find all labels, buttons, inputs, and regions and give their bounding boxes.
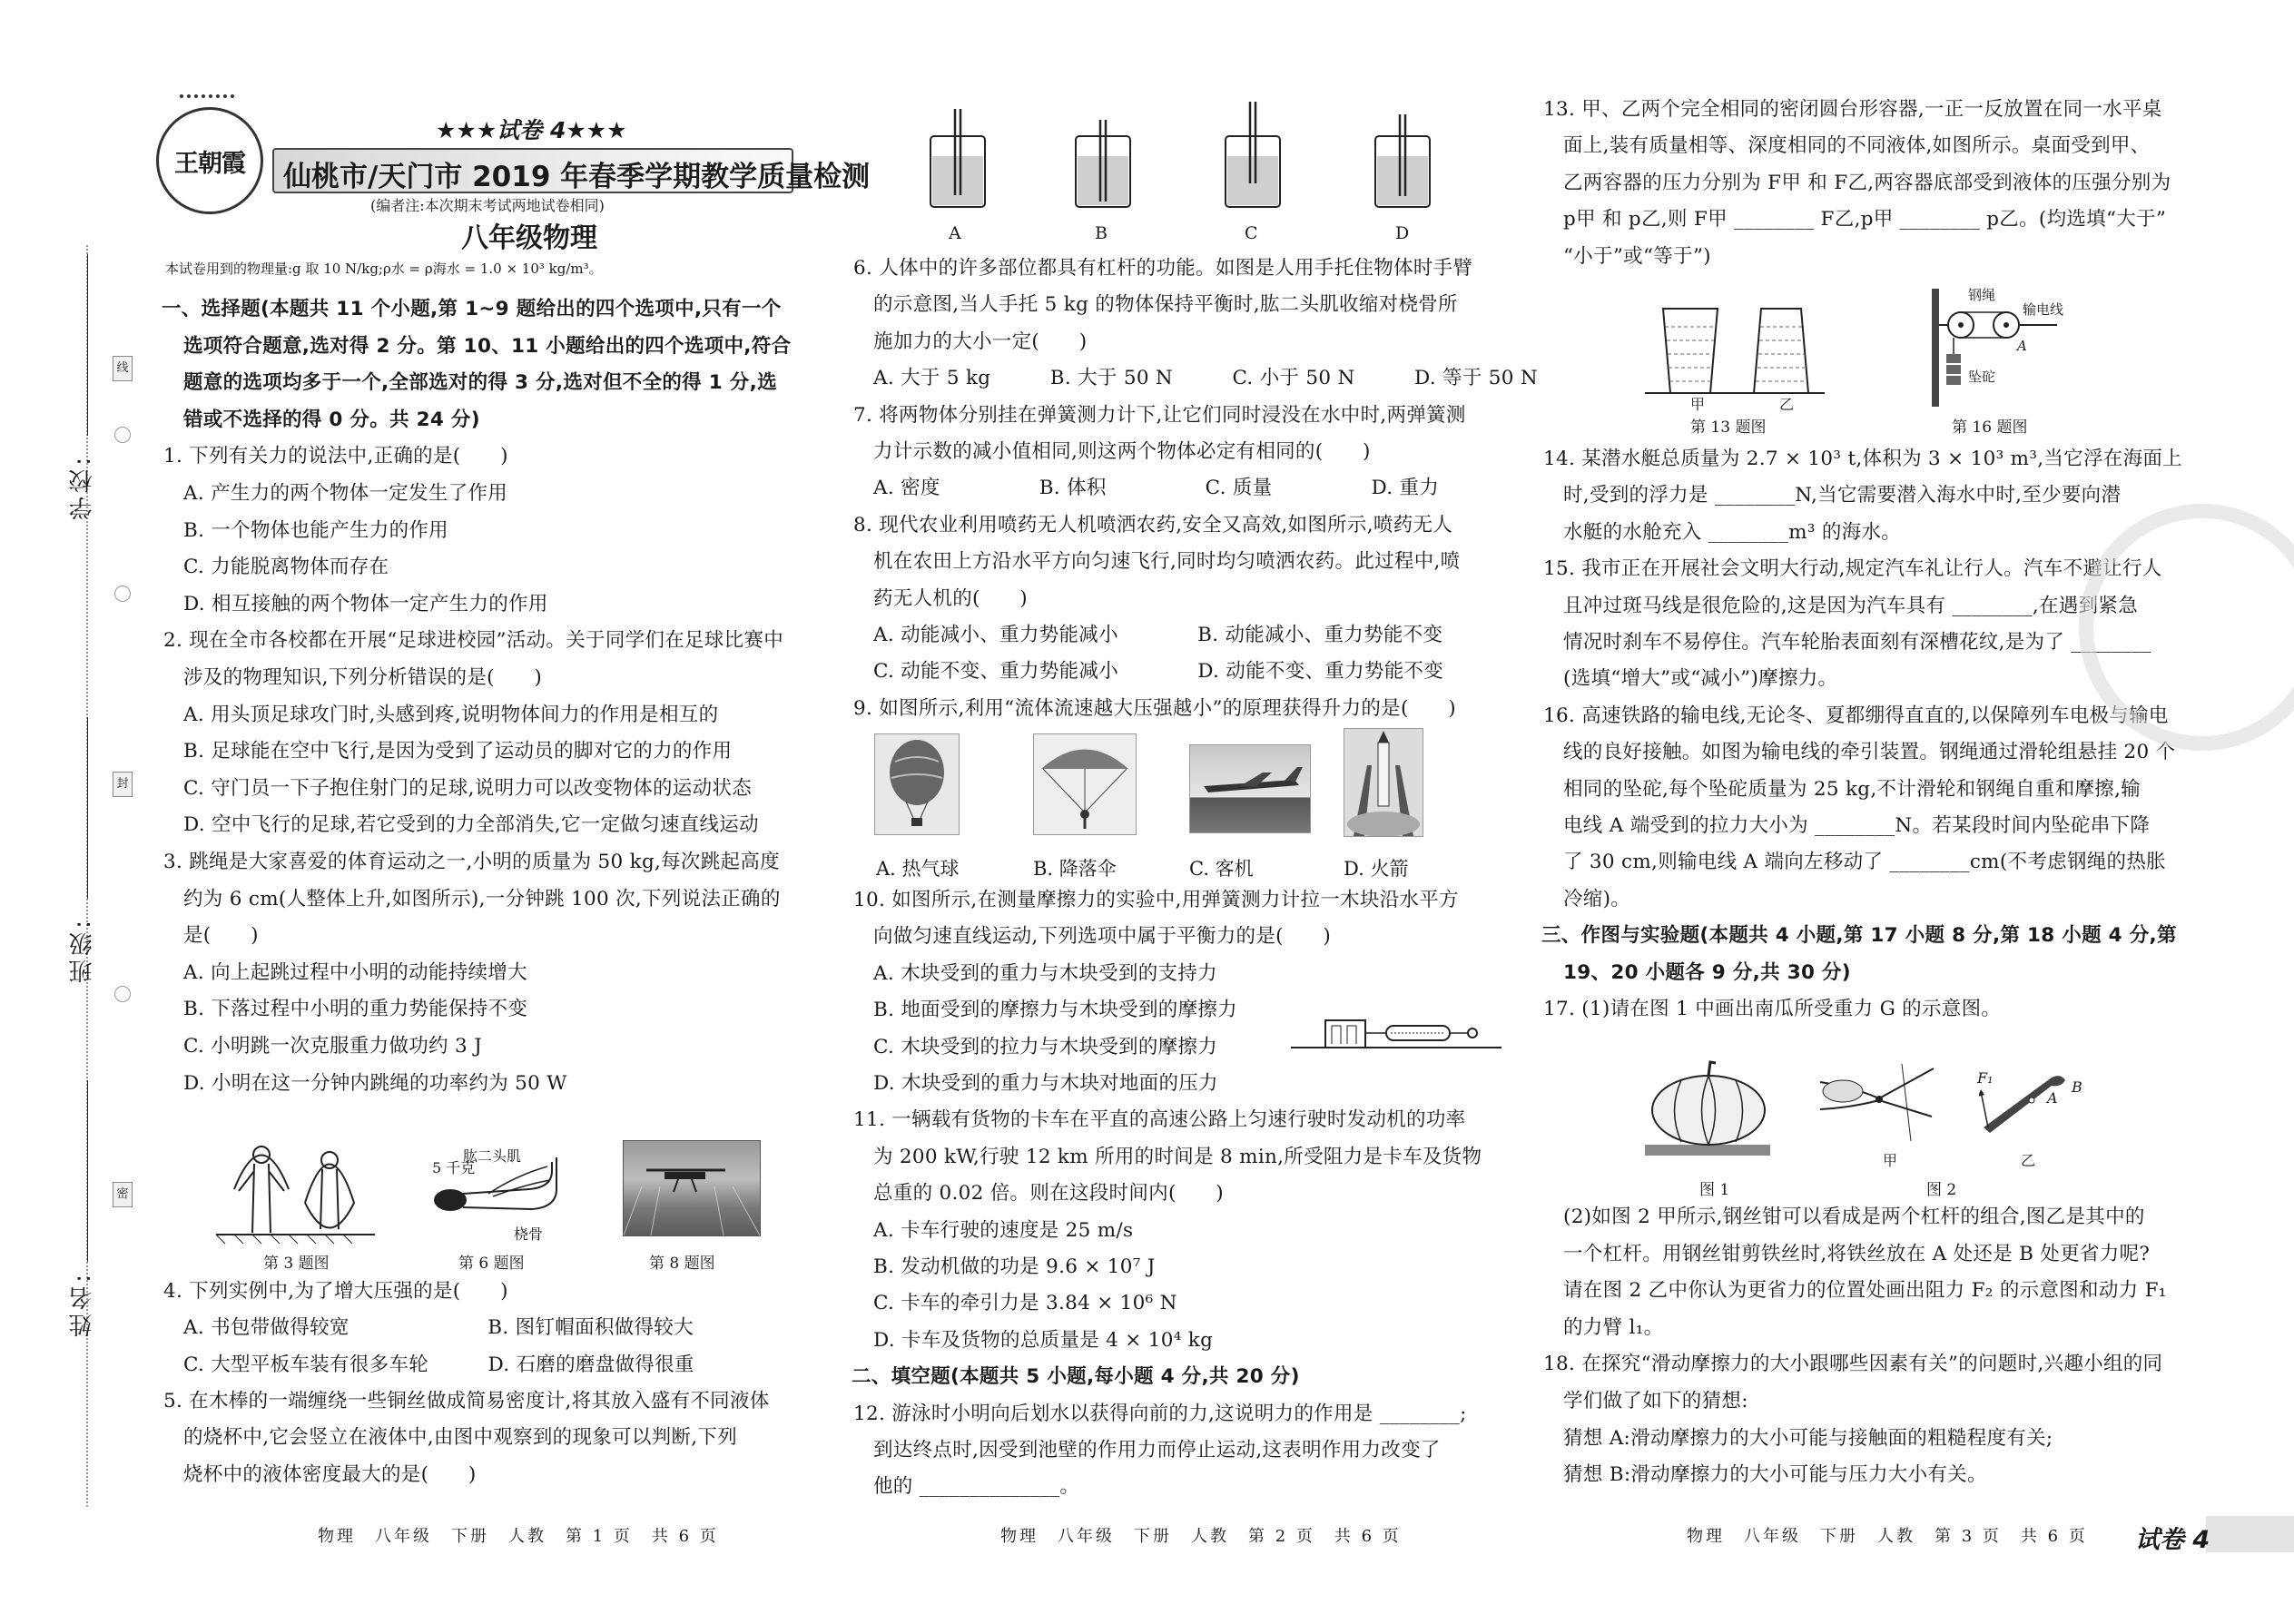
q9-option-c: C. 客机 bbox=[1189, 858, 1254, 880]
q9-option-a: A. 热气球 bbox=[876, 858, 960, 880]
beaker-label-d: D bbox=[1395, 223, 1410, 243]
figure-q17-lever bbox=[1979, 1064, 2079, 1137]
caption-q17-fig2: 图 2 bbox=[1926, 1181, 1957, 1199]
text-line: 烧杯中的液体密度最大的是( ) bbox=[183, 1462, 477, 1486]
photo-airliner bbox=[1189, 744, 1311, 833]
text-line: A. 书包带做得较宽 B. 图钉帽面积做得较大 bbox=[183, 1316, 694, 1340]
class-field[interactable] bbox=[87, 717, 90, 899]
brand-logo-text: 王朝霞 bbox=[174, 149, 245, 178]
text-line: 8. 现代农业利用喷药无人机喷洒农药,安全又高效,如图所示,喷药无人 bbox=[853, 513, 1453, 536]
text-line: 一、选择题(本题共 11 个小题,第 1~9 题给出的四个选项中,只有一个 bbox=[162, 298, 782, 320]
text-line: 猜想 A:滑动摩擦力的大小可能与接触面的粗糙程度有关; bbox=[1563, 1426, 2053, 1450]
text-line: 12. 游泳时小明向后划水以获得向前的力,这说明力的作用是 ________; bbox=[853, 1402, 1467, 1425]
text-line: D. 空中飞行的足球,若它受到的力全部消失,它一定做匀速直线运动 bbox=[183, 813, 759, 837]
text-line: A. 密度 B. 体积 C. 质量 D. 重力 bbox=[873, 477, 1440, 500]
text-line: 5. 在木棒的一端缠绕一些铜丝做成简易密度计,将其放入盛有不同液体 bbox=[163, 1389, 770, 1412]
text-line: 到达终点时,因受到池壁的作用力而停止运动,这表明作用力改变了 bbox=[873, 1439, 1441, 1462]
q6-mass-label: 5 千克 bbox=[432, 1159, 476, 1176]
q16-weight-label: 坠砣 bbox=[1968, 369, 1996, 385]
figure-q17-pumpkin bbox=[1645, 1058, 1772, 1157]
text-line: 力计示数的减小值相同,则这两个物体必定有相同的( ) bbox=[873, 440, 1371, 463]
text-line: A. 向上起跳过程中小明的动能持续增大 bbox=[183, 960, 527, 984]
text-line: 4. 下列实例中,为了增大压强的是( ) bbox=[163, 1280, 508, 1303]
text-line: B. 发动机做的功是 9.6 × 10⁷ J bbox=[873, 1255, 1156, 1278]
text-line: 三、作图与实验题(本题共 4 小题,第 17 小题 8 分,第 18 小题 4 分,第 bbox=[1541, 924, 2177, 948]
text-line: 猜想 B:滑动摩擦力的大小可能与压力大小有关。 bbox=[1563, 1463, 1987, 1487]
page-footer-2: 物理 八年级 下册 人教 第 2 页 共 6 页 bbox=[1000, 1527, 1402, 1546]
text-line: 施加力的大小一定( ) bbox=[873, 330, 1088, 353]
text-line: C. 动能不变、重力势能减小 D. 动能不变、重力势能不变 bbox=[873, 660, 1444, 684]
caption-q8: 第 8 题图 bbox=[649, 1255, 715, 1273]
text-line: 14. 某潜水艇总质量为 2.7 × 10³ t,体积为 3 × 10³ m³,当它浮在海面上 bbox=[1543, 448, 2182, 470]
text-line: 的烧杯中,它会竖立在液体中,由图中观察到的现象可以判断,下列 bbox=[183, 1426, 738, 1450]
q17-label-jia: 甲 bbox=[1883, 1152, 1898, 1169]
text-line: 请在图 2 乙中你认为更省力的位置处画出阻力 F₂ 的示意图和动力 F₁ bbox=[1563, 1279, 2167, 1303]
text-line: 题意的选项均多于一个,全部选对的得 3 分,选对但不全的得 1 分,选 bbox=[183, 371, 777, 395]
text-line: B. 下落过程中小明的重力势能保持不变 bbox=[183, 998, 528, 1021]
text-line: 二、填空题(本题共 5 小题,每小题 4 分,共 20 分) bbox=[852, 1365, 1300, 1389]
text-line: 9. 如图所示,利用“流体流速越大压强越小”的原理获得升力的是( ) bbox=[853, 696, 1456, 720]
text-line: 7. 将两物体分别挂在弹簧测力计下,让它们同时浸没在水中时,两弹簧测 bbox=[853, 403, 1466, 427]
q16-a-label: A bbox=[2017, 338, 2027, 354]
q17-b-label: B bbox=[2072, 1078, 2082, 1096]
text-line: 3. 跳绳是大家喜爱的体育运动之一,小明的质量为 50 kg,每次跳起高度 bbox=[163, 851, 780, 873]
text-line: 13. 甲、乙两个完全相同的密闭圆台形容器,一正一反放置在同一水平桌 bbox=[1543, 98, 2162, 121]
page-footer-3: 物理 八年级 下册 人教 第 3 页 共 6 页 bbox=[1687, 1527, 2088, 1546]
caption-q16: 第 16 题图 bbox=[1952, 418, 2028, 437]
text-line: 学们做了如下的猜想: bbox=[1563, 1390, 1748, 1412]
footer-badge-bar bbox=[2206, 1516, 2294, 1552]
figure-q13-containers bbox=[1645, 300, 1826, 399]
beaker-label-b: B bbox=[1095, 223, 1108, 243]
caption-q3: 第 3 题图 bbox=[263, 1255, 330, 1273]
caption-q13: 第 13 题图 bbox=[1690, 418, 1767, 437]
footer-badge: 试卷 4 bbox=[2135, 1526, 2210, 1554]
figure-q17-pliers bbox=[1816, 1064, 1938, 1146]
q17-a-label: A bbox=[2047, 1089, 2058, 1107]
text-line: 面上,装有质量相等、深度相同的不同液体,如图所示。桌面受到甲、 bbox=[1563, 134, 2151, 158]
text-line: 1. 下列有关力的说法中,正确的是( ) bbox=[163, 445, 508, 468]
editor-note: (编者注:本次期末考试两地试卷相同) bbox=[370, 197, 605, 214]
text-line: 线的良好接触。如图为输电线的牵引装置。钢绳通过滑轮组悬挂 20 个 bbox=[1563, 741, 2176, 764]
beaker-label-c: C bbox=[1245, 223, 1258, 243]
text-line: 情况时刹车不易停住。汽车轮胎表面刻有深槽花纹,是为了 ________ bbox=[1563, 631, 2151, 654]
text-line: 总重的 0.02 倍。则在这段时间内( ) bbox=[873, 1182, 1224, 1206]
margin-circle bbox=[114, 586, 131, 602]
text-line: 是( ) bbox=[183, 924, 259, 948]
text-line: 且冲过斑马线是很危险的,这是因为汽车具有 ________,在遇到紧急 bbox=[1563, 594, 2139, 617]
text-line: “小于”或“等于”) bbox=[1563, 244, 1711, 268]
paper-label: ★★★试卷 4★★★ bbox=[436, 117, 627, 143]
text-line: B. 足球能在空中飞行,是因为受到了运动员的脚对它的力的作用 bbox=[183, 740, 733, 763]
column-3 bbox=[1543, 0, 2197, 1624]
text-line: C. 力能脱离物体而存在 bbox=[183, 556, 389, 579]
text-line: C. 小明跳一次克服重力做功约 3 J bbox=[183, 1035, 483, 1058]
text-line: C. 木块受到的拉力与木块受到的摩擦力 bbox=[873, 1035, 1218, 1058]
text-line: A. 卡车行驶的速度是 25 m/s bbox=[873, 1218, 1134, 1242]
text-line: (选填“增大”或“减小”)摩擦力。 bbox=[1563, 667, 1838, 691]
figure-q8-drone-photo bbox=[623, 1140, 761, 1236]
q6-biceps-label: 肱二头肌 bbox=[463, 1147, 522, 1165]
margin-circle bbox=[114, 986, 131, 1002]
q6-radius-label: 桡骨 bbox=[514, 1225, 544, 1243]
name-label: 姓名: bbox=[69, 1271, 96, 1337]
q13-label-yi: 乙 bbox=[1779, 396, 1795, 413]
text-line: 冷缩)。 bbox=[1563, 887, 1631, 910]
text-line: C. 大型平板车装有很多车轮 D. 石磨的磨盘做得很重 bbox=[183, 1353, 694, 1376]
text-line: A. 大于 5 kg B. 大于 50 N C. 小于 50 N D. 等于 50 N bbox=[873, 367, 1539, 390]
text-line: A. 动能减小、重力势能减小 B. 动能减小、重力势能不变 bbox=[873, 624, 1443, 646]
school-label: 学校: bbox=[69, 454, 96, 520]
text-line: A. 木块受到的重力与木块受到的支持力 bbox=[873, 961, 1217, 985]
text-line: C. 守门员一下子抱住射门的足球,说明力可以改变物体的运动状态 bbox=[183, 776, 752, 800]
text-line: A. 产生力的两个物体一定发生了作用 bbox=[183, 482, 508, 505]
school-field[interactable] bbox=[87, 254, 90, 436]
q16-rope-label: 钢绳 bbox=[1968, 287, 1996, 303]
text-line: 16. 高速铁路的输电线,无论冬、夏都绷得直直的,以保障列车电极与输电 bbox=[1543, 704, 2169, 727]
text-line: A. 用头顶足球攻门时,头感到疼,说明物体间力的作用是相互的 bbox=[183, 703, 719, 726]
q9-option-d: D. 火箭 bbox=[1344, 858, 1409, 880]
q17-f1-label: F₁ bbox=[1977, 1069, 1994, 1087]
text-line: 水艇的水舱充入 ________m³ 的海水。 bbox=[1563, 520, 1902, 544]
text-line: 错或不选择的得 0 分。共 24 分) bbox=[183, 408, 480, 431]
class-label: 班级: bbox=[69, 917, 96, 983]
text-line: 了 30 cm,则输电线 A 端向左移动了 ________cm(不考虑钢绳的热胀 bbox=[1563, 851, 2166, 874]
text-line: 选项符合题意,选对得 2 分。第 10、11 小题给出的四个选项中,符合 bbox=[183, 334, 792, 358]
q17-label-yi: 乙 bbox=[2021, 1152, 2036, 1169]
q16-wire-label: 输电线 bbox=[2023, 301, 2064, 318]
text-line: 10. 如图所示,在测量摩擦力的实验中,用弹簧测力计拉一木块沿水平方 bbox=[853, 889, 1459, 911]
subject-title: 八年级物理 bbox=[461, 222, 597, 254]
text-line: 相同的坠砣,每个坠砣质量为 25 kg,不计滑轮和钢绳自重和摩擦,输 bbox=[1563, 777, 2141, 801]
text-line: D. 相互接触的两个物体一定产生力的作用 bbox=[183, 592, 548, 615]
text-line: 2. 现在全市各校都在开展“足球进校园”活动。关于同学们在足球比赛中 bbox=[163, 629, 784, 653]
text-line: 的示意图,当人手托 5 kg 的物体保持平衡时,肱二头肌收缩对桡骨所 bbox=[873, 293, 1458, 317]
caption-q17-fig1: 图 1 bbox=[1699, 1181, 1730, 1199]
text-line: 他的 ______________。 bbox=[873, 1475, 1080, 1499]
margin-tag-close: 密 bbox=[113, 1182, 133, 1207]
photo-rocket bbox=[1344, 728, 1423, 837]
q9-option-b: B. 降落伞 bbox=[1033, 858, 1117, 880]
text-line: C. 卡车的牵引力是 3.84 × 10⁶ N bbox=[873, 1292, 1177, 1315]
text-line: 涉及的物理知识,下列分析错误的是( ) bbox=[183, 666, 543, 689]
text-line: D. 小明在这一分钟内跳绳的功率约为 50 W bbox=[183, 1071, 567, 1095]
text-line: 药无人机的( ) bbox=[873, 586, 1028, 610]
beaker-label-a: A bbox=[949, 223, 961, 243]
text-line: B. 地面受到的摩擦力与木块受到的摩擦力 bbox=[873, 999, 1237, 1022]
margin-circle bbox=[114, 427, 131, 443]
text-line: D. 卡车及货物的总质量是 4 × 10⁴ kg bbox=[873, 1328, 1214, 1352]
caption-q6: 第 6 题图 bbox=[458, 1255, 525, 1273]
text-line: (2)如图 2 甲所示,钢丝钳可以看成是两个杠杆的组合,图乙是其中的 bbox=[1563, 1206, 2145, 1228]
margin-tag-line: 线 bbox=[113, 356, 133, 381]
q13-label-jia: 甲 bbox=[1690, 396, 1706, 413]
name-field[interactable] bbox=[87, 1080, 90, 1262]
text-line: D. 木块受到的重力与木块对地面的压力 bbox=[873, 1072, 1218, 1095]
page-footer-1: 物理 八年级 下册 人教 第 1 页 共 6 页 bbox=[318, 1527, 719, 1546]
constants-note: 本试卷用到的物理量:g 取 10 N/kg;ρ水 = ρ海水 = 1.0 × 10³ kg/m³。 bbox=[165, 261, 603, 277]
text-line: 19、20 小题各 9 分,共 30 分) bbox=[1563, 960, 1851, 984]
text-line: 6. 人体中的许多部位都具有杠杆的功能。如图是人用手托住物体时手臂 bbox=[853, 257, 1473, 280]
text-line: 的力臂 l₁。 bbox=[1563, 1315, 1664, 1339]
photo-hot-air-balloon bbox=[874, 733, 960, 835]
text-line: 为 200 kW,行驶 12 km 所用的时间是 8 min,所受阻力是卡车及货物 bbox=[873, 1145, 1482, 1168]
text-line: 电线 A 端受到的拉力大小为 ________N。若某段时间内坠砣串下降 bbox=[1563, 814, 2151, 837]
margin-tag-seal: 封 bbox=[113, 772, 133, 797]
text-line: 机在农田上方沿水平方向匀速飞行,同时均匀喷洒农药。此过程中,喷 bbox=[873, 550, 1461, 574]
text-line: 约为 6 cm(人整体上升,如图所示),一分钟跳 100 次,下列说法正确的 bbox=[183, 887, 781, 910]
text-line: 向做匀速直线运动,下列选项中属于平衡力的是( ) bbox=[873, 925, 1332, 949]
column-1 bbox=[163, 0, 817, 1624]
text-line: 15. 我市正在开展社会文明大行动,规定汽车礼让行人。汽车不避让行人 bbox=[1543, 557, 2162, 581]
text-line: 一个杠杆。用钢丝钳剪铁丝时,将铁丝放在 A 处还是 B 处更省力呢? bbox=[1563, 1242, 2151, 1265]
exam-title: 仙桃市/天门市 2019 年春季学期教学质量检测 bbox=[283, 161, 871, 193]
figure-q3-jump-rope bbox=[216, 1135, 379, 1248]
text-line: 18. 在探究“滑动摩擦力的大小跟哪些因素有关”的问题时,兴趣小组的同 bbox=[1543, 1353, 2163, 1376]
text-line: 17. (1)请在图 1 中画出南瓜所受重力 G 的示意图。 bbox=[1543, 998, 2002, 1020]
text-line: 11. 一辆载有货物的卡车在平直的高速公路上匀速行驶时发动机的功率 bbox=[853, 1108, 1466, 1132]
figure-q10-spring-scale bbox=[1291, 1008, 1504, 1053]
text-line: p甲 和 p乙,则 F甲 ________ F乙,p甲 ________ p乙。(均选填“大于” bbox=[1563, 208, 2167, 231]
text-line: 时,受到的浮力是 ________N,当它需要潜入海水中时,至少要向潜 bbox=[1563, 484, 2122, 507]
text-line: 乙两容器的压力分别为 F甲 和 F乙,两容器底部受到液体的压强分别为 bbox=[1563, 171, 2171, 194]
text-line: B. 一个物体也能产生力的作用 bbox=[183, 518, 448, 542]
photo-parachute bbox=[1033, 733, 1137, 835]
